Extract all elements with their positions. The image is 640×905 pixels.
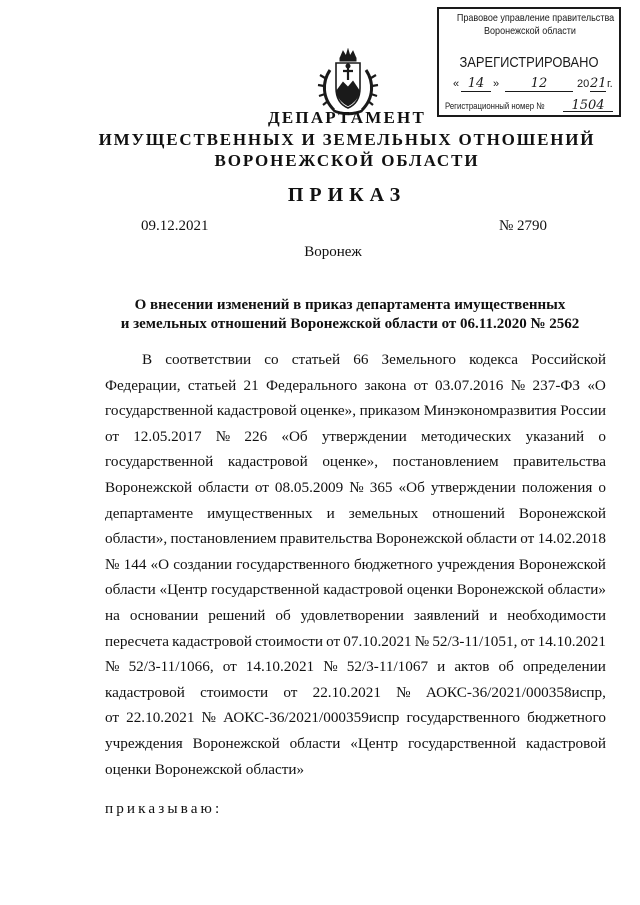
body-line: № 52/3-11/1066, от 14.10.2021 № 52/3-11/1067 и актов об определении	[105, 658, 606, 676]
subject-line2: и земельных отношений Воронежской области от 06.11.2020 № 2562	[120, 316, 580, 332]
department-title-line2: ИМУЩЕСТВЕННЫХ И ЗЕМЕЛЬНЫХ ОТНОШЕНИЙ	[98, 130, 596, 149]
stamp-quote-open: «	[453, 78, 460, 90]
body-line: области «Центр государственной кадастровой оценки Воронежской области»	[105, 581, 606, 599]
stamp-date-year: 21	[590, 76, 607, 91]
stamp-registered-label: ЗАРЕГИСТРИРОВАНО	[459, 54, 599, 71]
department-title-line1: ДЕПАРТАМЕНТ	[267, 108, 427, 127]
department-title-line3: ВОРОНЕЖСКОЙ ОБЛАСТИ	[214, 151, 480, 170]
stamp-org-line1: Правовое управление правительства	[456, 12, 615, 24]
body-line: государственной кадастровой оценке», постановлением правительства	[105, 453, 606, 471]
stamp-date-row	[453, 78, 611, 94]
stamp-number-label: Регистрационный номер №	[445, 101, 545, 112]
body-line: на основании решений об удовлетворении заявлений и необходимости	[105, 606, 606, 624]
order-body-paragraph	[105, 347, 606, 782]
body-line: Федерации, статьей 21 Федерального закона от 03.07.2016 № 237-ФЗ «О	[105, 376, 606, 394]
body-line: от 22.10.2021 № АОКС-36/2021/000359испр государственного бюджетного	[105, 709, 606, 727]
subject-line1: О внесении изменений в приказ департамента имущественных	[134, 297, 566, 313]
body-line: от 12.05.2017 № 226 «Об утверждении методических указаний о	[105, 427, 606, 445]
body-line: № 144 «О создании государственного бюджетного учреждения Воронежской	[105, 555, 606, 573]
order-subject	[30, 296, 640, 334]
body-line: департаменте имущественных и земельных отношений Воронежской	[105, 504, 606, 522]
stamp-number-value: 1504	[563, 98, 613, 112]
body-line: пересчета кадастровой стоимости от 07.10.2021 № 52/3-11/1051, от 14.10.2021	[105, 632, 606, 650]
order-city: Воронеж	[304, 244, 362, 260]
body-line: Воронежской области от 08.05.2009 № 365 «Об утверждении положения о	[105, 478, 606, 496]
order-date: 09.12.2021	[141, 218, 209, 234]
coat-of-arms-icon	[316, 48, 380, 116]
stamp-date-month: 12	[505, 78, 573, 92]
stamp-org-line2: Воронежской области	[484, 25, 576, 37]
registration-stamp	[437, 7, 621, 117]
body-line: государственной кадастровой оценке», приказом Минэкономразвития России	[105, 402, 606, 420]
stamp-quote-close: »	[493, 78, 500, 90]
body-line: оценки Воронежской области»	[105, 760, 305, 778]
body-line: В соответствии со статьей 66 Земельного кодекса Российской	[142, 351, 606, 368]
stamp-year-suffix: г.	[607, 78, 613, 90]
body-line: учреждения Воронежской области «Центр государственной кадастровой	[105, 734, 606, 752]
body-line: кадастровой стоимости от 22.10.2021 № АОКС-36/2021/000358испр,	[105, 683, 606, 701]
decree-word: приказываю:	[105, 800, 223, 817]
document-type-title: ПРИКАЗ	[287, 184, 407, 206]
stamp-year-prefix: 20	[577, 78, 590, 90]
body-line: области», постановлением правительства Воронежской области от 14.02.2018	[105, 530, 606, 548]
stamp-organization	[456, 12, 615, 38]
stamp-date-day: 14	[461, 78, 491, 92]
order-number: № 2790	[499, 218, 548, 234]
